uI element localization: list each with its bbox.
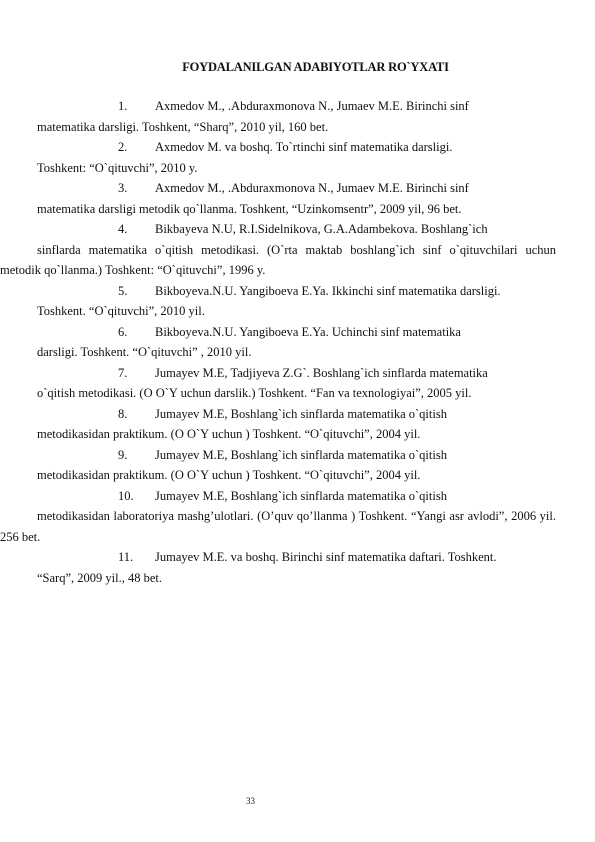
reference-item (0, 486, 556, 548)
reference-number: 6. (118, 324, 128, 339)
reference-continuation: o`qitish metodikasi. (O O`Y uchun darslik.) Toshkent. “Fan va texnologiyai”, 2005 yil. (37, 386, 472, 400)
reference-item (0, 219, 556, 281)
reference-number: 2. (118, 140, 128, 154)
reference-continuation: Toshkent: “O`qituvchi”, 2010 y. (37, 160, 198, 175)
reference-list (0, 96, 556, 588)
reference-item (37, 445, 556, 486)
reference-item (37, 547, 556, 588)
reference-first-line: Axmedov M., .Abduraxmonova N., Jumaev M.E. Birinchi sinf (155, 99, 469, 113)
reference-continuation: Toshkent. “O`qituvchi”, 2010 yil. (37, 304, 205, 318)
reference-first-line: Jumayev M.E, Tadjiyeva Z.G`. Boshlang`ich sinflarda matematika (155, 365, 488, 380)
page-number: 33 (246, 796, 255, 806)
reference-item (37, 96, 556, 137)
reference-continuation: metodikasidan laboratoriya mashg’ulotlari. (O’quv qo’llanma ) Toshkent. “Yangi asr avlodi”, 2006 yil. 256 bet. (0, 509, 556, 544)
reference-continuation: matematika darsligi. Toshkent, “Sharq”, 2010 yil, 160 bet. (37, 119, 329, 134)
reference-number: 5. (118, 283, 128, 298)
reference-first-line: Bikboyeva.N.U. Yangiboeva E.Ya. Uchinchi sinf matematika (155, 324, 461, 339)
reference-number: 3. (118, 181, 128, 195)
reference-item (37, 404, 556, 445)
reference-number: 9. (118, 447, 128, 462)
reference-continuation: darsligi. Toshkent. “O`qituvchi” , 2010 yil. (37, 345, 252, 359)
reference-item (37, 363, 556, 404)
page-title: FOYDALANILGAN ADABIYOTLAR RO`YXATI (182, 60, 449, 74)
reference-first-line: Jumayev M.E, Boshlang`ich sinflarda matematika o`qitish (155, 447, 447, 462)
reference-first-line: Jumayev M.E. va boshq. Birinchi sinf matematika daftari. Toshkent. (155, 550, 497, 564)
reference-first-line: Axmedov M., .Abduraxmonova N., Jumaev M.E. Birinchi sinf (155, 181, 469, 195)
reference-first-line: Bikbayeva N.U, R.I.Sidelnikova, G.A.Adambekova. Boshlang`ich (155, 222, 488, 236)
reference-number: 10. (118, 488, 134, 503)
reference-continuation: metodikasidan praktikum. (O O`Y uchun ) Toshkent. “O`qituvchi”, 2004 yil. (37, 468, 421, 482)
reference-first-line: Axmedov M. va boshq. To`rtinchi sinf matematika darsligi. (155, 140, 453, 154)
reference-item (37, 281, 556, 322)
reference-number: 7. (118, 365, 128, 380)
reference-first-line: Jumayev M.E, Boshlang`ich sinflarda matematika o`qitish (155, 406, 447, 421)
reference-number: 8. (118, 406, 128, 421)
reference-first-line: Bikboyeva.N.U. Yangiboeva E.Ya. Ikkinchi sinf matematika darsligi. (155, 283, 501, 298)
reference-continuation: matematika darsligi metodik qo`llanma. Toshkent, “Uzinkomsentr”, 2009 yil, 96 bet. (37, 201, 462, 216)
reference-item (37, 137, 556, 178)
reference-item (37, 178, 556, 219)
reference-number: 1. (118, 99, 128, 113)
reference-continuation: metodikasidan praktikum. (O O`Y uchun ) Toshkent. “O`qituvchi”, 2004 yil. (37, 427, 421, 441)
reference-continuation: sinflarda matematika o`qitish metodikasi. (O`rta maktab boshlang`ich sinf o`qituvchilari uchun metodik qo`llanma.) Toshkent: “O`qituvchi”, 1996 y. (0, 242, 556, 277)
reference-continuation: “Sarq”, 2009 yil., 48 bet. (37, 570, 162, 585)
reference-item (37, 322, 556, 363)
reference-number: 4. (118, 222, 128, 236)
reference-number: 11. (118, 550, 134, 564)
reference-first-line: Jumayev M.E, Boshlang`ich sinflarda matematika o`qitish (155, 488, 447, 503)
